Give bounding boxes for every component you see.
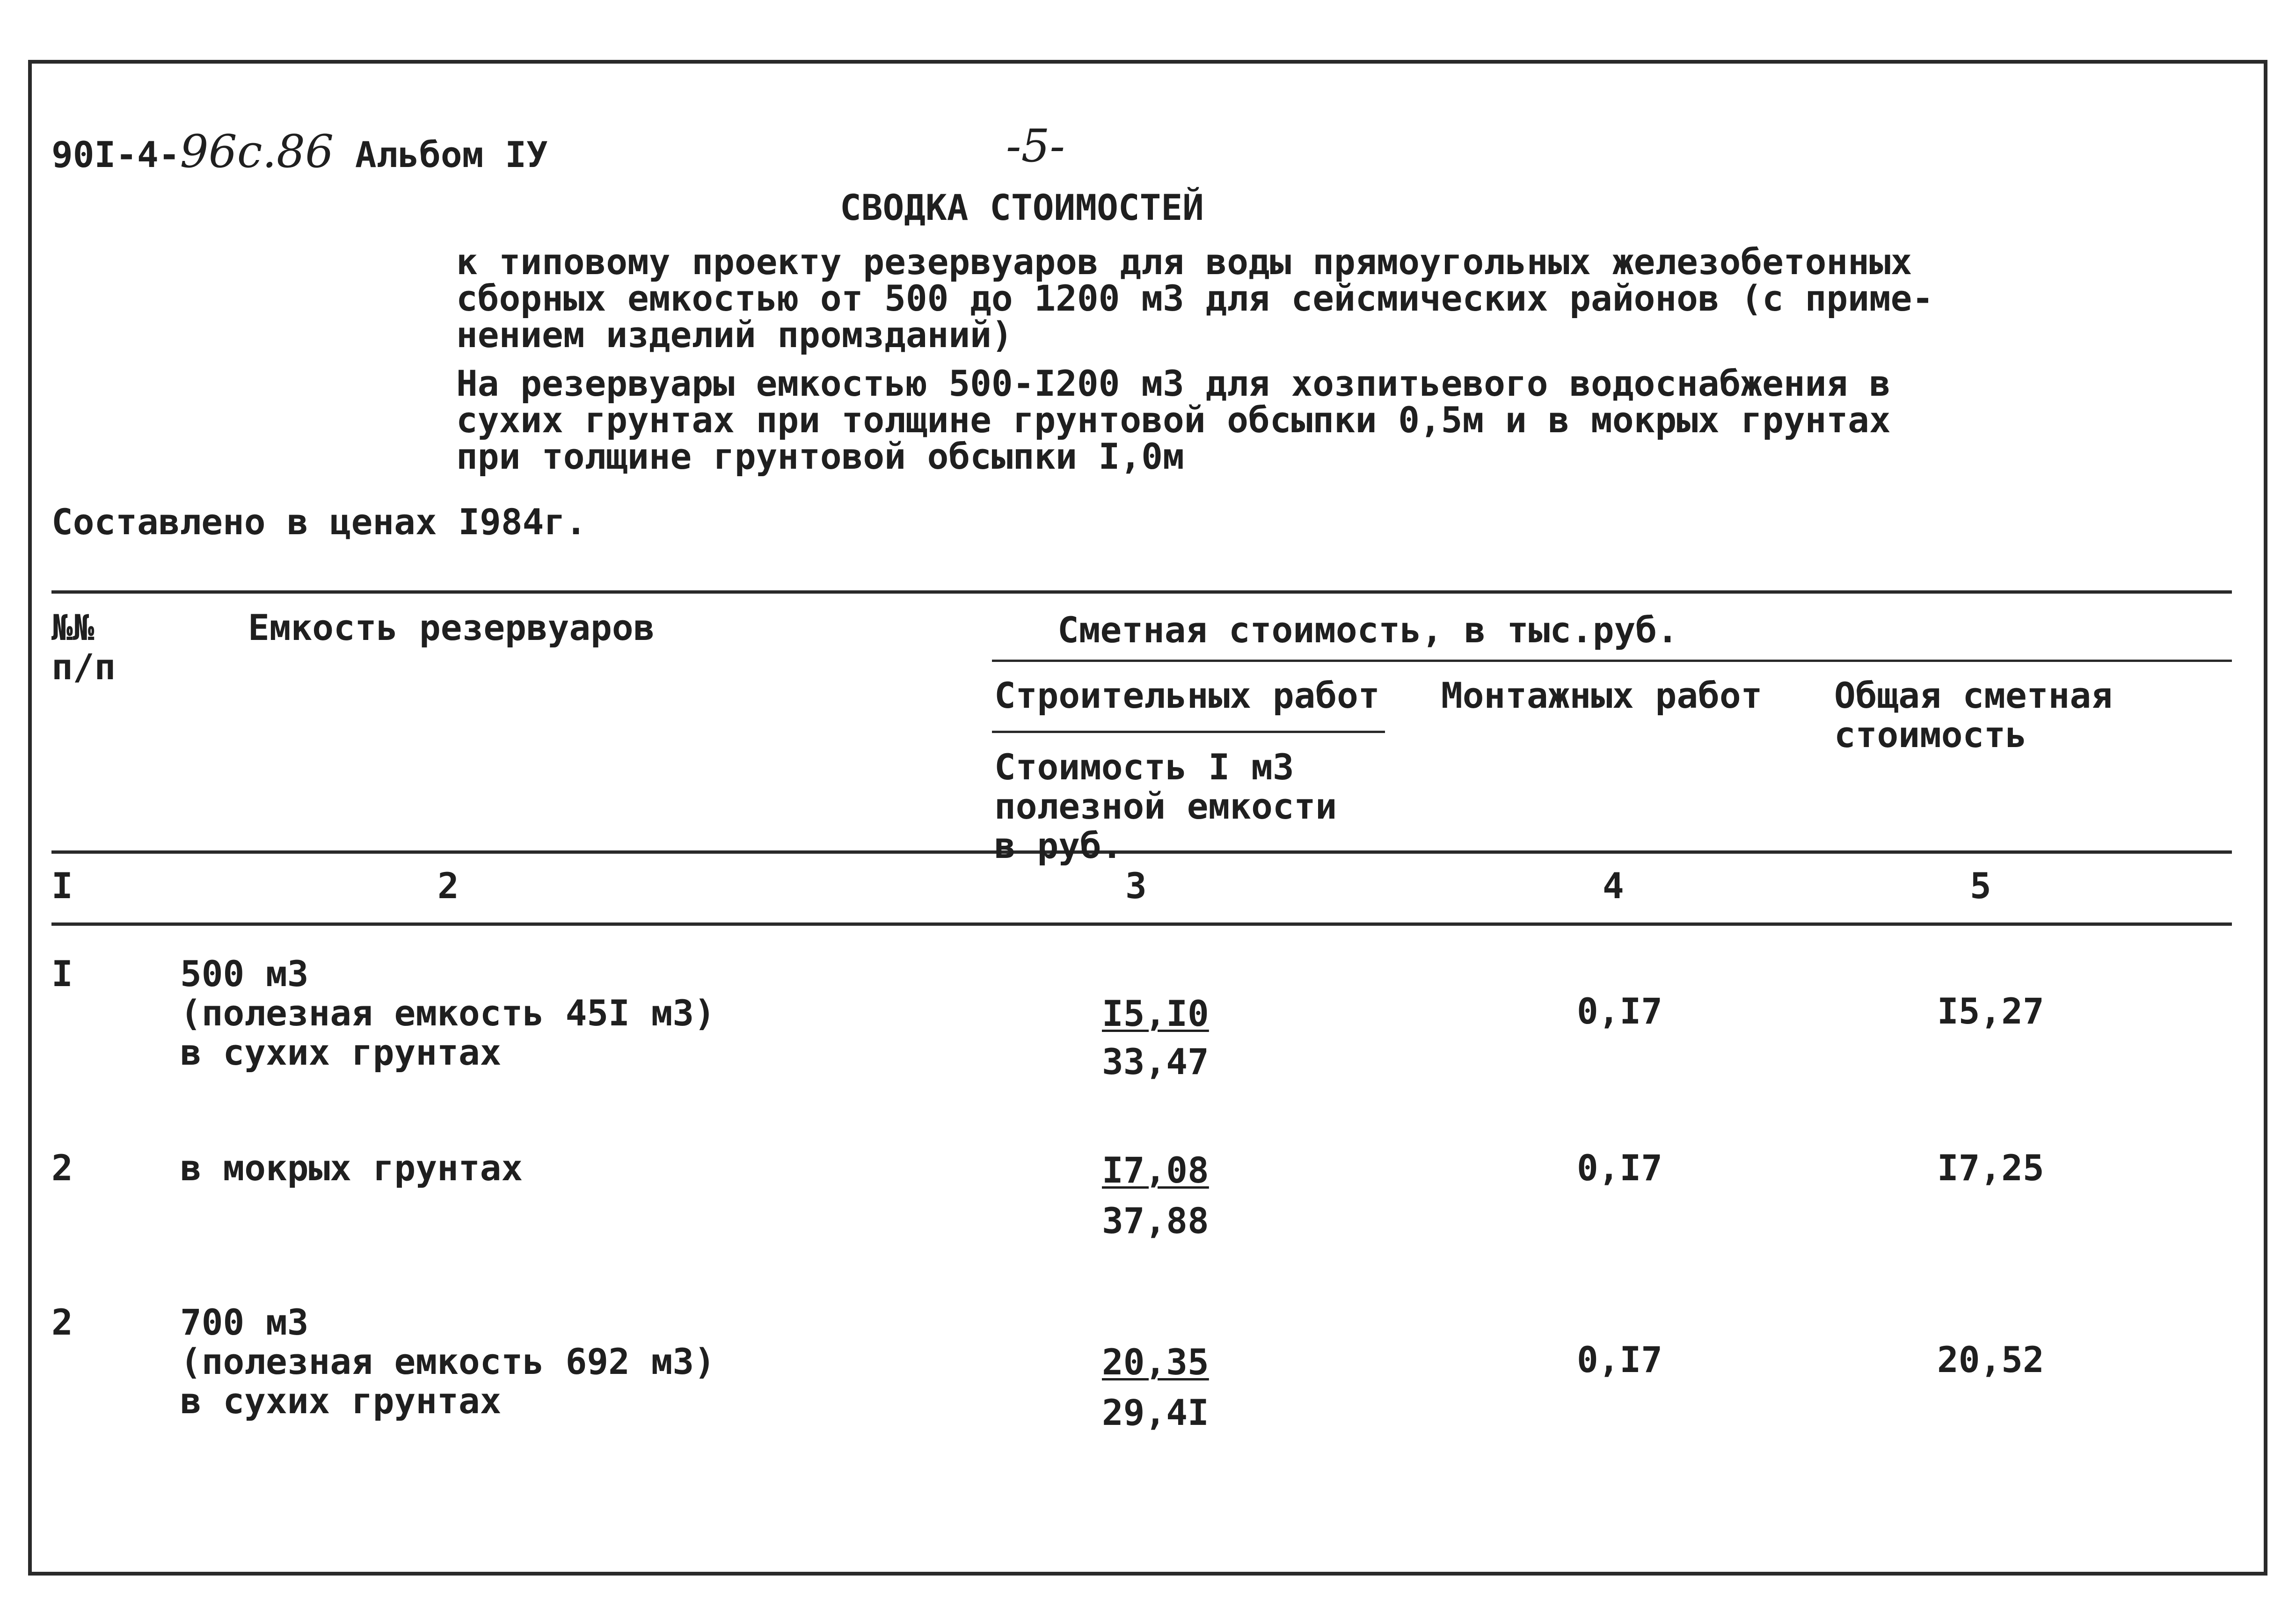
header-total: Общая сметная стоимость	[1834, 675, 2113, 755]
col-number-3: 3	[1125, 865, 1147, 907]
album-label: Альбом IУ	[355, 134, 548, 175]
row-capacity: 700 м3 (полезная емкость 692 м3) в сухих грунтах	[180, 1301, 715, 1422]
row-total-cost: 20,52	[1937, 1339, 2044, 1380]
row-installation-cost: 0,I7	[1577, 990, 1663, 1032]
row-num: 2	[51, 1147, 73, 1189]
header-installation: Монтажных работ	[1441, 675, 1763, 716]
doc-code	[51, 125, 548, 178]
row-capacity: 500 м3 (полезная емкость 45I м3) в сухих грунтах	[180, 953, 715, 1073]
row-total-cost: I5,27	[1937, 990, 2044, 1032]
doc-code-prefix: 90I-4-	[51, 134, 180, 175]
row-construction-cost: I7,08	[1102, 1149, 1209, 1191]
row-num: I	[51, 953, 73, 995]
scope-line-2: сухих грунтах при толщине грунтовой обсыпки 0,5м и в мокрых грунтах	[456, 399, 1891, 441]
doc-code-handwritten: 96c.86	[180, 125, 334, 178]
row-num: 2	[51, 1301, 73, 1343]
table-top-rule	[51, 590, 2232, 594]
subtitle-line-3: нением изделий промзданий)	[456, 314, 1013, 356]
row-installation-cost: 0,I7	[1577, 1147, 1663, 1189]
row-construction-cost: I5,I0	[1102, 993, 1209, 1034]
row-per-m3-cost: 33,47	[1102, 1041, 1209, 1082]
page-number: -5-	[1006, 120, 1065, 172]
row-capacity: в мокрых грунтах	[180, 1147, 523, 1189]
header-construction: Строительных работ	[994, 675, 1380, 716]
header-construction-sub: Стоимость I м3 полезной емкости в руб.	[994, 746, 1337, 866]
construction-sub-rule	[992, 731, 1385, 733]
col-number-1: I	[51, 865, 73, 907]
header-capacity: Емкость резервуаров	[248, 607, 655, 648]
estimate-group-rule	[992, 660, 2232, 662]
subtitle-line-2: сборных емкостью от 500 до 1200 м3 для сейсмических районов (с приме-	[456, 277, 1934, 319]
header-num: №№ п/п	[51, 607, 116, 688]
row-installation-cost: 0,I7	[1577, 1339, 1663, 1380]
row-per-m3-cost: 29,4I	[1102, 1392, 1209, 1433]
col-number-5: 5	[1970, 865, 1991, 907]
col-number-4: 4	[1603, 865, 1624, 907]
col-number-2: 2	[437, 865, 459, 907]
header-estimate-group: Сметная стоимость, в тыс.руб.	[1057, 609, 1678, 651]
prices-note: Составлено в ценах I984г.	[51, 501, 587, 543]
row-construction-cost: 20,35	[1102, 1341, 1209, 1383]
row-per-m3-cost: 37,88	[1102, 1200, 1209, 1242]
subtitle-line-1: к типовому проекту резервуаров для воды прямоугольных железобетонных	[456, 241, 1912, 283]
row-total-cost: I7,25	[1937, 1147, 2044, 1189]
scope-line-3: при толщине грунтовой обсыпки I,0м	[456, 436, 1184, 477]
scope-line-1: На резервуары емкостью 500-I200 м3 для хозпитьевого водоснабжения в	[456, 363, 1891, 404]
document-title: СВОДКА СТОИМОСТЕЙ	[840, 187, 1204, 228]
col-number-rule	[51, 922, 2232, 926]
